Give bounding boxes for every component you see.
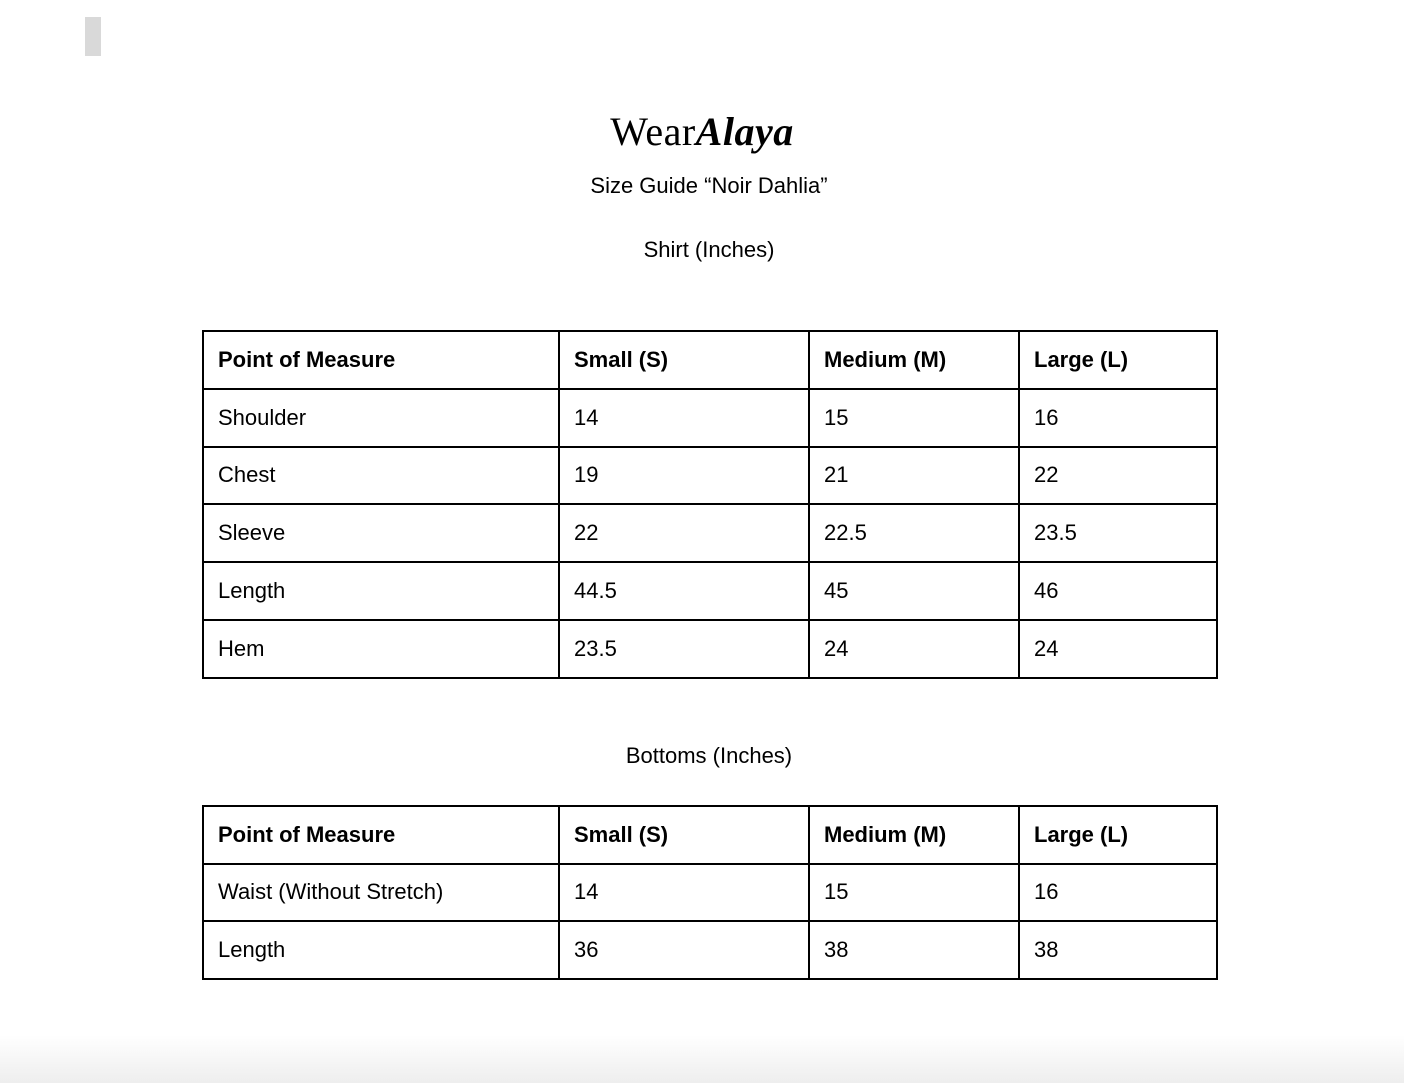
size-guide-title: Size Guide “Noir Dahlia” [590,173,828,198]
column-header-medium: Medium (M) [809,806,1019,864]
medium-value-cell: 15 [809,864,1019,922]
bottom-edge-shadow [0,1035,1404,1083]
scroll-marker [85,17,101,56]
measure-name-cell: Sleeve [203,504,559,562]
large-value-cell: 24 [1019,620,1217,678]
measure-name-cell: Length [203,562,559,620]
table-row [203,504,1217,562]
medium-value-cell: 21 [809,447,1019,505]
shirt-section-heading: Shirt (Inches) [643,237,775,262]
small-value-cell: 14 [559,389,809,447]
large-value-cell: 16 [1019,389,1217,447]
column-header-small: Small (S) [559,331,809,389]
large-value-cell: 46 [1019,562,1217,620]
medium-value-cell: 22.5 [809,504,1019,562]
small-value-cell: 19 [559,447,809,505]
medium-value-cell: 24 [809,620,1019,678]
table-row [203,447,1217,505]
small-value-cell: 36 [559,921,809,979]
large-value-cell: 38 [1019,921,1217,979]
column-header-large: Large (L) [1019,806,1217,864]
table-row [203,921,1217,979]
measure-name-cell: Hem [203,620,559,678]
medium-value-cell: 45 [809,562,1019,620]
table-row [203,620,1217,678]
shirt-size-table [202,330,1218,679]
table-header-row [203,331,1217,389]
small-value-cell: 23.5 [559,620,809,678]
bottoms-section-heading: Bottoms (Inches) [625,743,793,768]
measure-name-cell: Length [203,921,559,979]
brand-logo-alaya: Alaya [695,109,794,154]
small-value-cell: 14 [559,864,809,922]
bottoms-size-table [202,805,1218,980]
brand-logo-wear: Wear [610,109,696,154]
medium-value-cell: 15 [809,389,1019,447]
column-header-point-of-measure: Point of Measure [203,331,559,389]
large-value-cell: 22 [1019,447,1217,505]
measure-name-cell: Chest [203,447,559,505]
brand-logo [0,108,1404,156]
table-row [203,864,1217,922]
large-value-cell: 23.5 [1019,504,1217,562]
table-row [203,562,1217,620]
small-value-cell: 44.5 [559,562,809,620]
column-header-large: Large (L) [1019,331,1217,389]
small-value-cell: 22 [559,504,809,562]
column-header-point-of-measure: Point of Measure [203,806,559,864]
measure-name-cell: Shoulder [203,389,559,447]
large-value-cell: 16 [1019,864,1217,922]
table-row [203,389,1217,447]
medium-value-cell: 38 [809,921,1019,979]
column-header-medium: Medium (M) [809,331,1019,389]
column-header-small: Small (S) [559,806,809,864]
table-header-row [203,806,1217,864]
measure-name-cell: Waist (Without Stretch) [203,864,559,922]
